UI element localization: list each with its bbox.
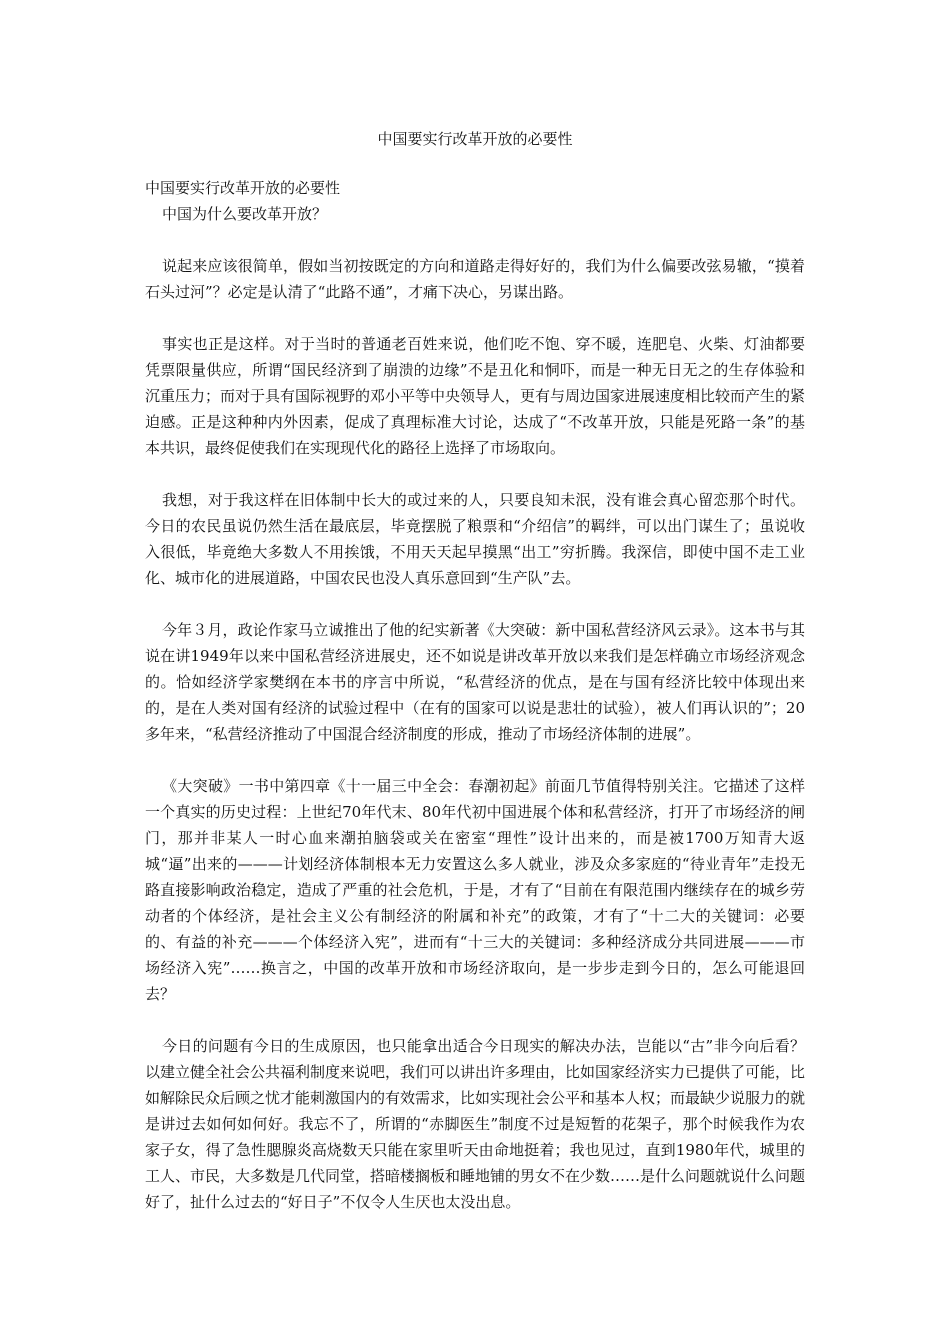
paragraph-gap (145, 591, 805, 617)
paragraph-4: 今年３月，政论作家马立诚推出了他的纪实新著《大突破：新中国私营经济风云录》。这本书与其说在讲1949年以来中国私营经济进展史，还不如说是讲改革开放以来我们是怎样确立市场经济观念的。恰如经济学家樊纲在本书的序言中所说，“私营经济的优点，是在与国有经济比较中体现出来的，是在人类对国有经济的试验过程中（在有的国家可以说是悲壮的试验），被人们再认识的”；20多年来，“私营经济推动了中国混合经济制度的形成，推动了市场经济体制的进展”。 (145, 621, 805, 743)
paragraph-gap (145, 461, 805, 487)
document-body (145, 175, 805, 1215)
paragraph-gap (145, 227, 805, 253)
paragraph-gap (145, 305, 805, 331)
paragraph-2: 事实也正是这样。对于当时的普通老百姓来说，他们吃不饱、穿不暖，连肥皂、火柴、灯油都要凭票限量供应，所谓“国民经济到了崩溃的边缘”不是丑化和恫吓，而是一种无日无之的生存体验和沉重压力；而对于具有国际视野的邓小平等中央领导人，更有与周边国家进展速度相比较而产生的紧迫感。正是这种种内外因素，促成了真理标准大讨论，达成了“不改革开放，只能是死路一条”的基本共识，最终促使我们在实现现代化的路径上选择了市场取向。 (145, 335, 806, 457)
paragraph-5: 《大突破》一书中第四章《十一届三中全会：春潮初起》前面几节值得特别关注。它描述了这样一个真实的历史过程：上世纪70年代末、80年代初中国进展个体和私营经济，打开了市场经济的闸门，那并非某人一时心血来潮拍脑袋或关在密室“理性”设计出来的，而是被1700万知青大返城“逼”出来的———计划经济体制根本无力安置这么多人就业，涉及众多家庭的“待业青年”走投无路直接影响政治稳定，造成了严重的社会危机，于是，才有了“目前在有限范围内继续存在的城乡劳动者的个体经济，是社会主义公有制经济的附属和补充”的政策，才有了“十二大的关键词：必要的、有益的补充———个体经济入宪”，进而有“十三大的关键词：多种经济成分共同进展———市场经济入宪”……换言之，中国的改革开放和市场经济取向，是一步步走到今日的，怎么可能退回去？ (145, 777, 805, 1003)
paragraph-gap (145, 1007, 805, 1033)
page-title: 中国要实行改革开放的必要性 (377, 130, 573, 148)
article-question: 中国为什么要改革开放？ (162, 205, 328, 223)
paragraph-1: 说起来应该很简单，假如当初按既定的方向和道路走得好好的，我们为什么偏要改弦易辙，“摸着石头过河”？必定是认清了“此路不通”，才痛下决心，另谋出路。 (145, 257, 805, 301)
paragraph-3: 我想，对于我这样在旧体制中长大的或过来的人，只要良知未泯，没有谁会真心留恋那个时代。今日的农民虽说仍然生活在最底层，毕竟摆脱了粮票和“介绍信”的羁绊，可以出门谋生了；虽说收入很低，毕竟绝大多数人不用挨饿，不用天天起早摸黑“出工”穷折腾。我深信，即使中国不走工业化、城市化的进展道路，中国农民也没人真乐意回到“生产队”去。 (145, 491, 805, 587)
paragraph-gap (145, 747, 805, 773)
paragraph-6: 今日的问题有今日的生成原因，也只能拿出适合今日现实的解决办法，岂能以“古”非今向后看？以建立健全社会公共福利制度来说吧，我们可以讲出许多理由，比如国家经济实力已提供了可能，比如解除民众后顾之忧才能刺激国内的有效需求，比如实现社会公平和基本人权；而最缺少说服力的就是讲过去如何如何好。我忘不了，所谓的“赤脚医生”制度不过是短暂的花架子，那个时候我作为农家子女，得了急性腮腺炎高烧数天只能在家里听天由命地挺着；我也见过，直到1980年代，城里的工人、市民，大多数是几代同堂，搭暗楼搁板和睡地铺的男女不在少数……是什么问题就说什么问题好了，扯什么过去的“好日子”不仅令人生厌也太没出息。 (145, 1037, 806, 1211)
article-heading: 中国要实行改革开放的必要性 (145, 179, 341, 197)
